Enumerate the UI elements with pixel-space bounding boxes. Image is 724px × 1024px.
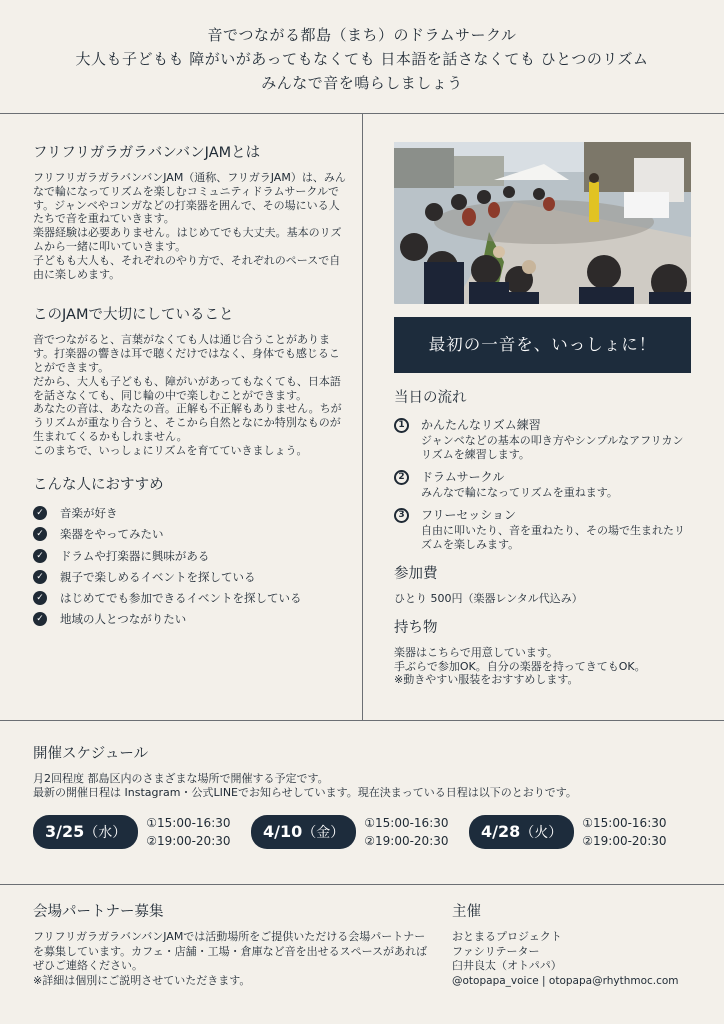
date-badge [33, 815, 138, 849]
step-title: フリーセッション [421, 508, 517, 522]
date-label: 3/25 [45, 821, 85, 841]
check-icon: ✓ [33, 549, 47, 563]
weekday-label: （金） [302, 824, 345, 841]
partner-section [33, 902, 433, 988]
header-line-1: 音でつながる都島（まち）のドラムサークル [207, 26, 517, 44]
recommend-item-label: 音楽が好き [60, 506, 118, 521]
number-icon: 2 [394, 470, 409, 485]
step-desc: みんなで輪になってリズムを重ねます。 [421, 486, 618, 499]
fee-title: 参加費 [394, 566, 438, 582]
host-contact: @otopapa_voice | otopapa@rhythmoc.com [452, 974, 679, 987]
host-role: ファシリテーター [452, 944, 540, 958]
schedule-section [33, 744, 693, 850]
date-label: 4/28 [481, 821, 521, 841]
weekday-label: （火） [520, 824, 563, 841]
schedule-line-2: 最新の開催日程は Instagram・公式LINEでお知らせしています。現在決まっている日程は以下のとおりです。 [33, 785, 577, 799]
host-title: 主催 [452, 904, 481, 920]
values-title: このJAMで大切にしていること [33, 307, 234, 324]
bring-title: 持ち物 [394, 619, 438, 636]
recommend-item-label: 親子で楽しめるイベントを探している [60, 569, 256, 584]
host-name: 臼井良太（オトパパ） [452, 959, 562, 972]
flow-step [394, 468, 691, 500]
fee-body: ひとり 500円（楽器レンタル代込み） [394, 592, 583, 605]
schedule-line-1: 月2回程度 都島区内のさまざまな場所で開催する予定です。 [33, 772, 329, 785]
date-label: 4/10 [263, 821, 303, 841]
step-title: かんたんなリズム練習 [421, 418, 541, 432]
right-column [394, 142, 691, 687]
recommend-item-label: 地域の人とつながりたい [60, 612, 187, 627]
check-icon: ✓ [33, 527, 47, 541]
list-item [33, 587, 348, 608]
flow-steps [394, 416, 691, 552]
divider-vertical [362, 113, 363, 720]
divider-middle [0, 720, 724, 721]
list-item [33, 566, 348, 587]
about-title: フリフリガラガラバンバンJAMとは [33, 145, 261, 161]
schedule-dates [33, 814, 693, 850]
drum-circle-photo [394, 142, 691, 304]
number-icon: 3 [394, 508, 409, 523]
values-body: 音でつながると、言葉がなくても人は通じ合うことがあります。打楽器の響きは耳で聴くだけではなく、身体でも感じることができます。 だから、大人も子どもも、障がいがあってもなくても、日本語を話さなくても、同じ輪の中で楽しむことができます。 あなたの音は、あなたの音。正解も不正解もありません。ちがうリズムが重なり合うと、そこから自然となにか特別なものが生まれてくるかもしれません。 このまちで、いっしょにリズムを育てていきましょう。 [33, 333, 342, 457]
time-slot-2: ②19:00-20:30 [364, 833, 449, 848]
cta-banner: 最初の一音を、いっしょに！ [394, 317, 691, 373]
recommend-item-label: 楽器をやってみたい [60, 527, 164, 542]
about-body: フリフリガラガラバンバンJAM（通称、フリガラJAM）は、みんなで輪になってリズムを楽しむコミュニティドラムサークルです。ジャンベやコンガなどの打楽器を囲んで、その場にいる人たちで音を重ねていきます。 楽器経験は必要ありません。はじめてでも大丈夫。基本のリズムから一緒に叩いていきます。 子どもも大人も、それぞれのやり方で、それぞれのペースで自由に楽しめます。 [33, 171, 346, 281]
time-slot-1: ①15:00-16:30 [582, 815, 667, 830]
weekday-label: （水） [84, 824, 127, 841]
date-badge [251, 815, 356, 849]
list-item [33, 503, 348, 524]
recommend-item-label: はじめてでも参加できるイベントを探している [60, 590, 302, 605]
partner-body: フリフリガラガラバンバンJAMでは活動場所をご提供いただける会場パートナーを募集しています。カフェ・店舗・工場・倉庫など音を出せるスペースがあればぜひご連絡ください。 ※詳細は個別にご説明させていただきます。 [33, 930, 428, 987]
date-block [33, 814, 251, 850]
date-block [469, 814, 687, 850]
host-section [452, 902, 702, 988]
divider-bottom [0, 884, 724, 885]
number-icon: 1 [394, 418, 409, 433]
date-badge [469, 815, 574, 849]
list-item [33, 524, 348, 545]
check-icon: ✓ [33, 612, 47, 626]
date-block [251, 814, 469, 850]
schedule-title: 開催スケジュール [33, 746, 149, 762]
list-item [33, 608, 348, 629]
recommend-list [33, 503, 348, 630]
recommend-item-label: ドラムや打楽器に興味がある [60, 548, 210, 563]
left-column [33, 143, 348, 630]
time-slot-2: ②19:00-20:30 [146, 833, 231, 848]
time-slot-1: ①15:00-16:30 [364, 815, 449, 830]
header [0, 0, 724, 113]
time-slot-2: ②19:00-20:30 [582, 833, 667, 848]
step-desc: ジャンベなどの基本の叩き方やシンプルなアフリカンリズムを練習します。 [421, 434, 684, 461]
check-icon: ✓ [33, 506, 47, 520]
check-icon: ✓ [33, 570, 47, 584]
check-icon: ✓ [33, 591, 47, 605]
flow-step [394, 506, 691, 552]
flow-title: 当日の流れ [394, 390, 467, 406]
header-line-2: 大人も子どもも 障がいがあってもなくても 日本語を話さなくても ひとつのリズム [75, 50, 649, 68]
recommend-title: こんな人におすすめ [33, 476, 164, 493]
step-desc: 自由に叩いたり、音を重ねたり、その場で生まれたリズムを楽しみます。 [421, 524, 685, 551]
list-item [33, 545, 348, 566]
host-org: おとまるプロジェクト [452, 930, 562, 943]
time-slot-1: ①15:00-16:30 [146, 815, 231, 830]
time-slots [582, 814, 666, 850]
time-slots [146, 814, 230, 850]
header-line-3: みんなで音を鳴らしましょう [261, 74, 463, 92]
bring-body: 楽器はこちらで用意しています。 手ぶらで参加OK。自分の楽器を持ってきてもOK。 ※動きやすい服装をおすすめします。 [394, 645, 646, 687]
step-title: ドラムサークル [421, 470, 505, 484]
flow-step [394, 416, 691, 462]
time-slots [364, 814, 448, 850]
partner-title: 会場パートナー募集 [33, 904, 164, 920]
